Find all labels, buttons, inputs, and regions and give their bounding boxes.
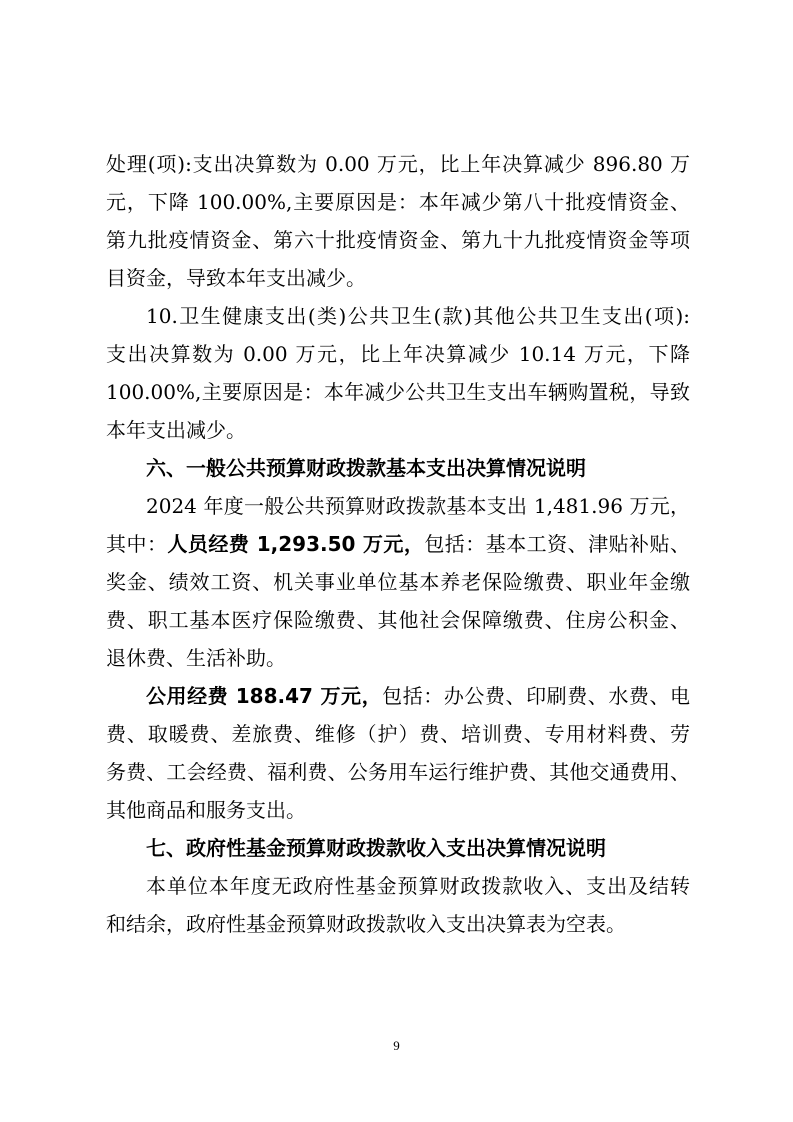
text-line: 处理(项):支出决算数为 0.00 万元，比上年决算减少 896.80 万 <box>106 152 690 176</box>
paragraph-item-9-continued <box>106 145 690 297</box>
text-span: 包括：基本工资、津贴补贴、 <box>424 532 690 556</box>
text-line: 元，下降 100.00%,主要原因是：本年减少第八十批疫情资金、 <box>106 190 690 214</box>
text-line: 支出决算数为 0.00 万元，比上年决算减少 10.14 万元，下降 <box>106 342 690 366</box>
section-7-body <box>106 867 690 943</box>
text-line: 务费、工会经费、福利费、公务用车运行维护费、其他交通费用、 <box>106 760 690 784</box>
text-line: 2024 年度一般公共预算财政拨款基本支出 1,481.96 万元， <box>146 494 690 518</box>
text-line: 第九批疫情资金、第六十批疫情资金、第九十九批疫情资金等项 <box>106 228 690 252</box>
section-6-body <box>106 487 690 829</box>
text-span: 其中： <box>106 532 168 556</box>
text-line: 10.卫生健康支出(类)公共卫生(款)其他公共卫生支出(项): <box>146 304 690 328</box>
text-line: 退休费、生活补助。 <box>106 646 286 670</box>
text-line: 目资金，导致本年支出减少。 <box>106 266 366 290</box>
text-line: 本单位本年度无政府性基金预算财政拨款收入、支出及结转 <box>146 874 690 898</box>
section-heading-6: 六、一般公共预算财政拨款基本支出决算情况说明 <box>146 456 586 480</box>
page-content <box>106 145 690 943</box>
page-number: 9 <box>393 1038 400 1053</box>
text-line: 100.00%,主要原因是：本年减少公共卫生支出车辆购置税，导致 <box>106 380 690 404</box>
public-expense-line <box>106 677 690 715</box>
text-line: 奖金、绩效工资、机关事业单位基本养老保险缴费、职业年金缴 <box>106 570 690 594</box>
personnel-expense-line <box>106 525 690 563</box>
text-line: 其他商品和服务支出。 <box>106 798 306 822</box>
text-line: 费、取暖费、差旅费、维修（护）费、培训费、专用材料费、劳 <box>106 722 690 746</box>
text-line: 和结余，政府性基金预算财政拨款收入支出决算表为空表。 <box>106 912 626 936</box>
text-line: 本年支出减少。 <box>106 418 246 442</box>
section-heading-7: 七、政府性基金预算财政拨款收入支出决算情况说明 <box>146 836 606 860</box>
text-line: 费、职工基本医疗保险缴费、其他社会保障缴费、住房公积金、 <box>106 608 690 632</box>
personnel-expense-amount: 人员经费 1,293.50 万元， <box>167 532 425 556</box>
public-expense-amount: 公用经费 188.47 万元， <box>146 684 383 708</box>
text-span: 包括：办公费、印刷费、水费、电 <box>382 684 690 708</box>
paragraph-item-10 <box>106 297 690 449</box>
